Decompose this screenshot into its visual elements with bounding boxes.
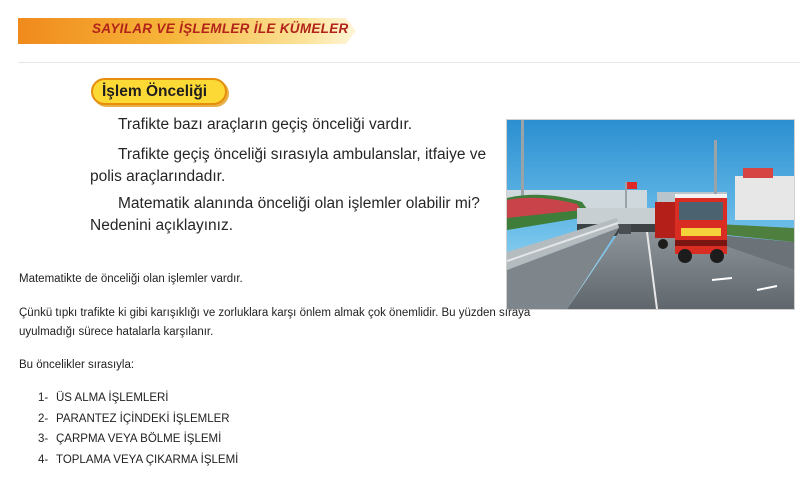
- list-item-text: TOPLAMA VEYA ÇIKARMA İŞLEMİ: [56, 453, 239, 466]
- list-item-number: 2-: [38, 412, 49, 425]
- list-item: [38, 429, 238, 450]
- intro-question: Matematik alanında önceliği olan işlemler olabilir mi? Nedenini açıklayınız.: [90, 195, 480, 234]
- answer-line-1: Matematikte de önceliği olan işlemler vardır.: [19, 273, 243, 285]
- list-item-number: 3-: [38, 433, 49, 445]
- answer-line-3: Bu öncelikler sırasıyla:: [19, 359, 135, 371]
- list-item-text: ÜS ALMA İŞLEMLERİ: [56, 392, 169, 404]
- priority-list: [38, 388, 238, 470]
- intro-paragraph-1: Trafikte bazı araçların geçiş önceliği vardır.: [118, 116, 413, 133]
- intro-paragraph-2: Trafikte geçiş önceliği sırasıyla ambulanslar, itfaiye ve polis araçlarındadır.: [90, 146, 487, 185]
- list-item-text: ÇARPMA VEYA BÖLME İŞLEMİ: [56, 433, 222, 445]
- answer-line-2: Çünkü tıpkı trafikte ki gibi karışıklığı ve zorluklara karşı önlem almak çok önemlidir. Bu yüzden sıraya uyulmadığı sürece hatalarla karşılanır.: [19, 307, 531, 338]
- fire-truck-photo: [506, 119, 795, 310]
- section-title: İşlem Önceliği: [102, 83, 208, 100]
- header-divider: [18, 62, 800, 63]
- list-item: [38, 409, 238, 430]
- list-item-number: 1-: [38, 392, 49, 404]
- list-item-text: PARANTEZ İÇİNDEKİ İŞLEMLER: [56, 412, 230, 425]
- chapter-title: SAYILAR VE İŞLEMLER İLE KÜMELER: [92, 21, 349, 36]
- list-item: [38, 450, 238, 471]
- list-item: [38, 388, 238, 409]
- list-item-number: 4-: [38, 453, 49, 466]
